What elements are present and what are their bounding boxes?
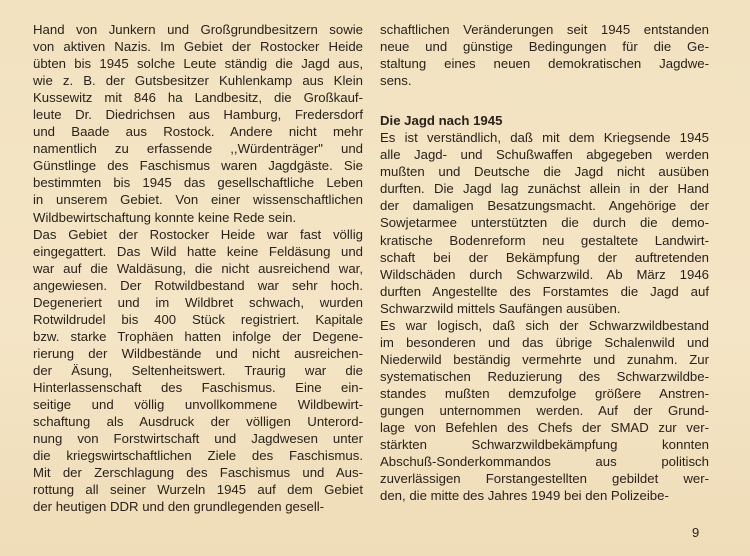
text-line: Schwarzwild mittels Saufängen ausüben. bbox=[380, 300, 621, 316]
text-line: rierung der Wildbestände und nicht ausreichen- bbox=[33, 345, 363, 361]
text-line: eingegattert. Das Wild hatte keine Feldäsung und bbox=[33, 243, 363, 259]
text-line: bzw. starke Trophäen hatten infolge der Degene- bbox=[33, 328, 363, 344]
text-line: zuverlässigen Forstangestellten gebildet wer- bbox=[380, 471, 709, 487]
text-line: seitige und völlig unvollkommene Wildbewirt- bbox=[33, 397, 363, 413]
text-line: der Äsung, Seltenheitswert. Traurig war die bbox=[33, 362, 363, 378]
text-line: Günstlinge des Faschismus waren Jagdgäste. Sie bbox=[33, 158, 363, 174]
text-line: Kussewitz mit 846 ha Landbesitz, die Großkauf- bbox=[33, 90, 363, 106]
page-number: 9 bbox=[692, 525, 700, 540]
text-line: kratische Bodenreform neu gestaltete Landwirt- bbox=[380, 232, 709, 248]
text-line: von aktiven Nazis. Im Gebiet der Rostocker Heide bbox=[33, 39, 363, 55]
text-line: den, die mitte des Jahres 1949 bei den Polizeibe- bbox=[380, 488, 669, 504]
text-line: standes mußten demzufolge größere Anstren- bbox=[380, 385, 709, 401]
text-line: Rotwildrudel bis 400 Stück registriert. Kapitale bbox=[33, 311, 363, 327]
text-line: Niederwild beständig vermehrte und zunahm. Zur bbox=[380, 351, 709, 367]
text-line: namentlich zu erfassende ,,Würdenträger" und bbox=[33, 141, 363, 157]
text-line: Wildschäden durch Schwarzwild. Ab März 1946 bbox=[380, 266, 709, 282]
text-line: schaftlichen Veränderungen seit 1945 entstanden bbox=[380, 22, 709, 37]
text-line: durften. Die Jagd lag zunächst allein in der Hand bbox=[380, 181, 709, 197]
text-line: Mit der Zerschlagung des Faschismus und Aus- bbox=[33, 465, 363, 481]
text-line: angewiesen. Der Rotwildbestand war sehr hoch. bbox=[33, 277, 363, 293]
text-line: Es ist verständlich, daß mit dem Kriegsende 1945 bbox=[380, 130, 709, 146]
text-line: nung von Forstwirtschaft und Jagdwesen unter bbox=[33, 431, 363, 447]
right-text-column bbox=[380, 21, 709, 504]
text-line: staltung eines neuen demokratischen Jagdwe- bbox=[380, 56, 709, 72]
text-line: rottung all seiner Wurzeln 1945 auf dem Gebiet bbox=[33, 482, 363, 498]
text-line: systematischen Reduzierung des Schwarzwildbe- bbox=[380, 368, 709, 384]
text-line: durften Angestellte des Forstamtes die Jagd auf bbox=[380, 283, 709, 299]
text-line: leute Dr. Diedrichsen aus Hamburg, Fredersdorf bbox=[33, 107, 363, 123]
text-line: schaft bei der Bekämpfung der auftretenden bbox=[380, 249, 709, 265]
text-line: schaftung als Ausdruck der völligen Unterord- bbox=[33, 414, 363, 430]
text-line: der heutigen DDR und den grundlegenden gesell- bbox=[33, 499, 325, 515]
text-line: der damaligen Besatzungsmacht. Angehörige der bbox=[380, 198, 709, 214]
text-line: Wildbewirtschaftung konnte keine Rede sein. bbox=[33, 209, 297, 225]
text-line: neue und günstige Bedingungen für die Ge- bbox=[380, 39, 709, 55]
text-line: und Baade aus Rostock. Andere nicht mehr bbox=[33, 124, 363, 140]
text-line: Degeneriert und im Wildbret schwach, wurden bbox=[33, 294, 363, 310]
text-line: im besonderen und das übrige Schalenwild und bbox=[380, 334, 709, 350]
text-line: wie z. B. der Gutsbesitzer Kuhlenkamp aus Klein bbox=[33, 73, 363, 89]
text-line: bestimmten bis 1945 das gesellschaftliche Leben bbox=[33, 175, 363, 191]
text-line: gungen unternommen werden. Auf der Grund- bbox=[380, 402, 709, 418]
text-line: stärkten Schwarzwildbekämpfung konnten bbox=[380, 437, 709, 453]
text-line: alle Jagd- und Schußwaffen abgegeben werden bbox=[380, 147, 709, 163]
text-line: in unserem Gebiet. Von einer wissenschaftlichen bbox=[33, 192, 363, 208]
text-line: mußten und Deutsche die Jagd nicht ausüben bbox=[380, 164, 709, 180]
text-line: war auf die Waldäsung, die nicht ausreichend war, bbox=[33, 260, 363, 276]
section-heading: Die Jagd nach 1945 bbox=[380, 113, 503, 129]
text-line: Es war logisch, daß sich der Schwarzwildbestand bbox=[380, 317, 709, 333]
text-line: Hinterlassenschaft des Faschismus. Eine ein- bbox=[33, 379, 363, 395]
text-line: Hand von Junkern und Großgrundbesitzern sowie bbox=[33, 22, 363, 37]
text-line: Abschuß-Sonderkommandos aus politisch bbox=[380, 454, 709, 470]
text-line: lage von Befehlen des Chefs der SMAD zur ver- bbox=[380, 420, 709, 436]
left-text-column bbox=[33, 21, 363, 515]
text-line: Sowjetarmee unterstützten die durch die demo- bbox=[380, 215, 709, 231]
text-line: die kriegswirtschaftlichen Ziele des Faschismus. bbox=[33, 448, 363, 464]
text-line: Das Gebiet der Rostocker Heide war fast völlig bbox=[33, 226, 363, 242]
text-line: übten bis 1945 solche Leute ständig die Jagd aus, bbox=[33, 56, 363, 72]
text-line: sens. bbox=[380, 73, 412, 89]
